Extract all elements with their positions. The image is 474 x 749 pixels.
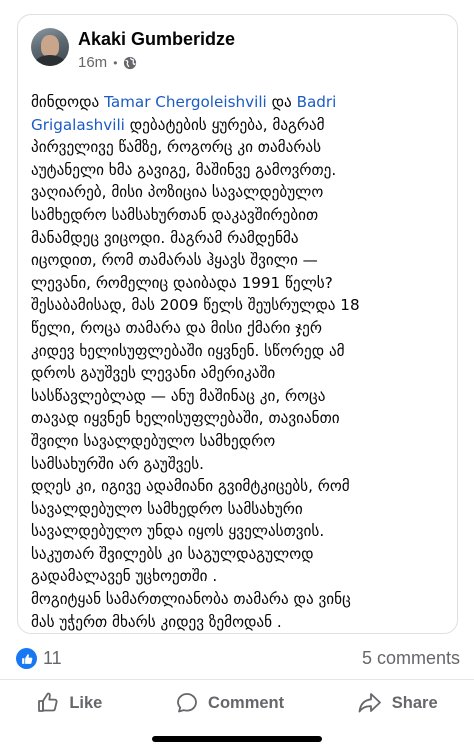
- like-label: Like: [69, 693, 103, 712]
- comments-count[interactable]: 5 comments: [361, 648, 460, 668]
- post-line: სამსახურში არ გაუშვეს.: [31, 454, 204, 473]
- post-line: მას უჭერთ მხარს კიდევ ზემოდან .: [31, 612, 282, 631]
- comment-button[interactable]: [175, 691, 284, 715]
- post-line: აუტანელი ხმა გავიგე, მაშინვე გამოვრთე.: [31, 160, 337, 179]
- reactions-bar: [16, 648, 460, 669]
- post-line: სასწავლებლად — ანუ მაშინაც კი, როცა: [31, 386, 326, 405]
- post-time[interactable]: 16m: [78, 54, 108, 71]
- mention-badri[interactable]: Grigalashvili: [31, 115, 125, 134]
- post-line: სავალდებულო უნდა იყოს ყველასთვის.: [31, 522, 325, 541]
- post-line: საკუთარ შვილებს კი საგულდაგულოდ: [31, 544, 314, 563]
- avatar[interactable]: [31, 28, 69, 66]
- like-icon: [36, 691, 60, 715]
- post-line: მოგიტყან სამართლიანობა თამარა და ვინც: [31, 590, 351, 609]
- post-line: ვაღიარებ, მისი პოზიცია სავალდებულო: [31, 183, 324, 202]
- globe-icon: [123, 56, 137, 70]
- post-line: კიდევ ხელისუფლებაში იყვნენ. სწორედ ამ: [31, 341, 345, 360]
- post-line: პირველივე წამზე, როგორც კი თამარას: [31, 138, 322, 157]
- comment-label: Comment: [208, 693, 285, 712]
- share-button[interactable]: [357, 691, 438, 715]
- action-bar: [0, 688, 474, 718]
- author-name[interactable]: Akaki Gumberidze: [78, 29, 236, 49]
- post-line: გადამალავენ უცხოეთში .: [31, 567, 218, 586]
- post-header: [31, 28, 235, 71]
- reaction-count: 11: [43, 648, 62, 668]
- post-header-text: [78, 28, 235, 71]
- post-text: დებატების ყურება, მაგრამ: [124, 115, 325, 134]
- post-line: ლევანი, რომელიც დაიბადა 1991 წელს?: [31, 273, 333, 292]
- post-line: შვილი სავალდებულო სამხედრო: [31, 431, 276, 450]
- post-text: და: [266, 93, 297, 111]
- post-meta: [78, 54, 235, 71]
- post-text: მინდოდა: [31, 93, 105, 111]
- share-label: Share: [391, 693, 438, 712]
- home-indicator[interactable]: [152, 736, 322, 742]
- post-line: წელი, როცა თამარა და მისი ქმარი ჯერ: [31, 318, 322, 337]
- reaction-summary[interactable]: [16, 648, 62, 669]
- mention-badri[interactable]: Badri: [296, 93, 337, 111]
- avatar-face: [41, 35, 59, 57]
- post-line: შესაბამისად, მას 2009 წელს შეუსრულდა 18: [31, 296, 360, 315]
- post-line: [31, 91, 449, 114]
- post-body: [31, 91, 449, 633]
- post-line: თავად იყვნენ ხელისუფლებაში, თავიანთი: [31, 409, 340, 428]
- post-line: დღეს კი, იგივე ადამიანი გვიმტკიცებს, რომ: [31, 477, 350, 496]
- comment-icon: [175, 691, 199, 715]
- avatar-shoulders: [34, 55, 66, 66]
- post-line: სამხედრო სამსახურთან დაკავშირებით: [31, 205, 319, 224]
- post-line: სავალდებულო სამხედრო სამსახური: [31, 499, 303, 518]
- post-line: იცოდით, რომ თამარას ჰყავს შვილი —: [31, 251, 318, 270]
- mention-tamar[interactable]: Tamar Chergoleishvili: [104, 93, 267, 111]
- post-card: [17, 14, 458, 634]
- post-line: დროს გაუშვეს ლევანი ამერიკაში: [31, 364, 276, 383]
- actions-divider: [0, 679, 474, 680]
- post-line: მანამდეც ვიცოდი. მაგრამ რამდენმა: [31, 228, 299, 247]
- post-line: [31, 114, 449, 137]
- meta-separator: •: [113, 55, 118, 70]
- like-button[interactable]: [36, 691, 102, 715]
- share-icon: [357, 691, 383, 715]
- thumbs-up-icon: [16, 648, 37, 669]
